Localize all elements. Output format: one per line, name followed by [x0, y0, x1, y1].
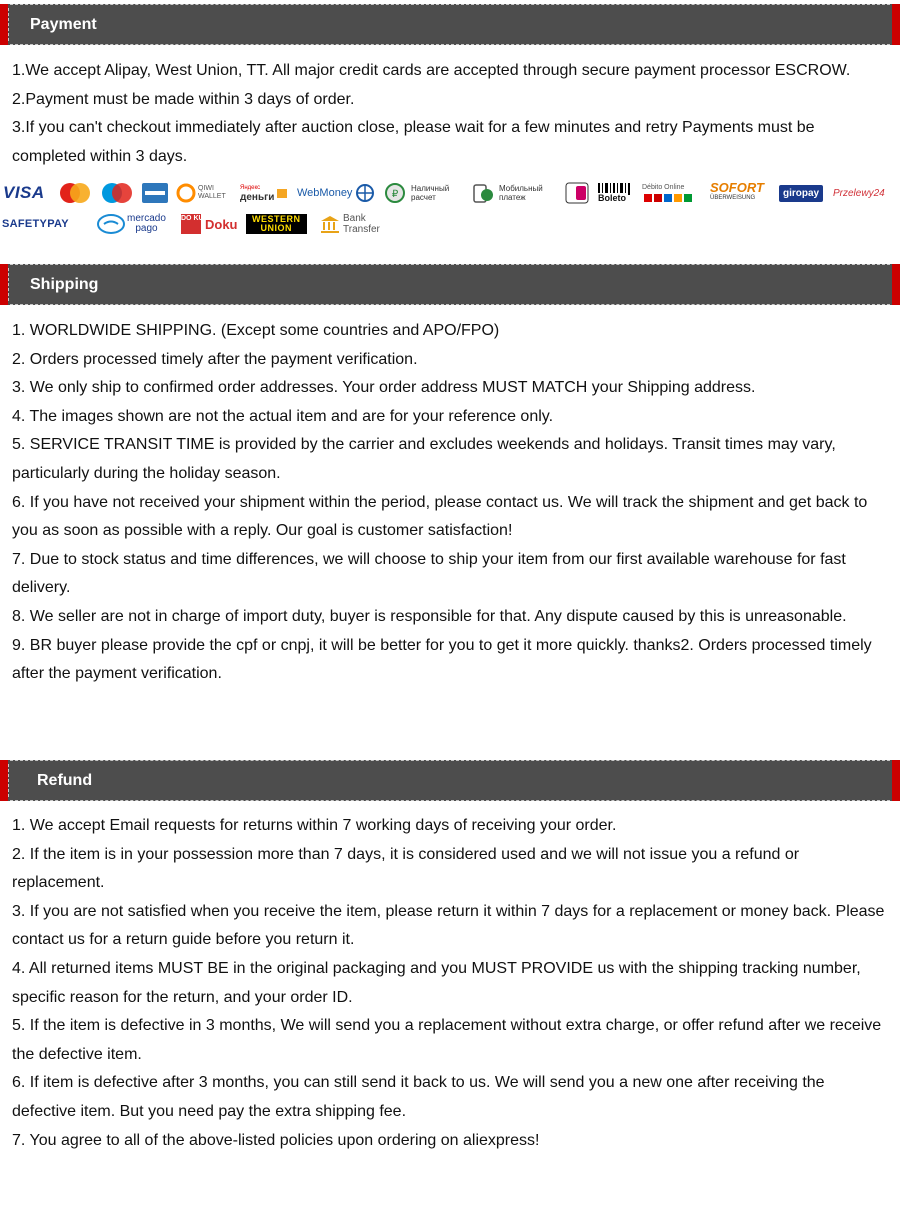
payment-logos-row-1	[0, 181, 900, 205]
payment-text	[12, 57, 892, 171]
payment-title: Payment	[30, 16, 97, 33]
amex-logo	[142, 181, 168, 205]
payment-header	[0, 4, 900, 45]
payment-line: 3.If you can't checkout immediately after auction close, please wait for a few minutes and retry Payments must be completed within 3 days.	[12, 119, 815, 165]
shipping-title: Shipping	[30, 276, 99, 293]
shipping-line: 8. We seller are not in charge of import duty, buyer is responsible for that. Any dispute caused by this is unreasonable.	[12, 607, 847, 625]
ideal-icon	[565, 182, 589, 204]
refund-header	[0, 760, 900, 801]
svg-text:₽: ₽	[391, 189, 399, 200]
cash-payment-logo: ₽ Наличный расчет	[382, 181, 449, 205]
refund-line: 7. You agree to all of the above-listed policies upon ordering on aliexpress!	[12, 1131, 540, 1149]
maestro-icon	[100, 182, 134, 204]
mastercard-icon	[58, 182, 92, 204]
header-left-accent	[0, 4, 8, 45]
shipping-line: 3. We only ship to confirmed order addresses. Your order address MUST MATCH your Shipping address.	[12, 379, 756, 397]
shipping-line: 4. The images shown are not the actual item and are for your reference only.	[12, 407, 554, 425]
sofort-logo: SOFORT ÜBERWEISUNG	[710, 180, 764, 201]
amex-icon	[142, 183, 168, 203]
qiwi-logo: QIWI WALLET	[176, 181, 226, 205]
globe-icon	[355, 183, 375, 203]
refund-line: 5. If the item is defective in 3 months, We will send you a replacement without extra charge, or offer refund after we receive the defective item.	[12, 1017, 882, 1063]
shipping-line: 7. Due to stock status and time differences, we will choose to ship your item from our first available warehouse for fast delivery.	[12, 550, 846, 597]
ideal-logo	[565, 181, 589, 205]
shipping-line: 9. BR buyer please provide the cpf or cnpj, it will be better for you to get it more quickly. thanks2. Orders processed timely after the payment verification.	[12, 636, 872, 683]
refund-line: 6. If item is defective after 3 months, you can still send it back to us. We will send you a new one after receiving the defective item. But you need pay the extra shipping fee.	[12, 1074, 825, 1120]
bank-icon	[320, 214, 340, 234]
handshake-icon	[97, 214, 125, 234]
visa-logo: VISA	[3, 183, 45, 202]
western-union-logo: WESTERN UNION	[246, 212, 307, 236]
refund-title: Refund	[37, 772, 93, 789]
shipping-line: 5. SERVICE TRANSIT TIME is provided by the carrier and excludes weekends and holidays. Transit times may vary, particularly during the holiday season.	[12, 436, 836, 482]
header-right-accent	[892, 760, 900, 801]
mobile-payment-logo: Мобильный платеж	[470, 181, 543, 205]
payment-line: 1.We accept Alipay, West Union, TT. All major credit cards are accepted through secure payment processor ESCROW.	[12, 62, 851, 79]
cash-icon	[382, 183, 408, 203]
mobile-icon	[470, 183, 496, 203]
qiwi-icon	[176, 183, 196, 203]
bank-transfer-logo: Bank Transfer	[320, 212, 380, 236]
mastercard-logo	[58, 181, 92, 205]
shipping-line: 6. If you have not received your shipment within the period, please contact us. We will track the shipment and get back to you as soon as possible with a reply. Our goal is customer satisfaction!	[12, 493, 868, 540]
boleto-label: Boleto	[598, 193, 626, 203]
header-left-accent	[0, 760, 8, 801]
refund-line: 3. If you are not satisfied when you receive the item, please return it within 7 days for a replacement or money back. Please contact us for a return guide before you return it.	[12, 902, 885, 949]
header-right-accent	[892, 4, 900, 45]
yandex-money-logo: Яндекс деньги	[240, 181, 288, 205]
bank-badges-icon	[642, 193, 694, 203]
shipping-line: 1. WORLDWIDE SHIPPING. (Except some countries and APO/FPO)	[12, 322, 500, 339]
giropay-logo: giropay	[779, 181, 823, 205]
refund-line: 4. All returned items MUST BE in the original packaging and you MUST PROVIDE us with the shipping tracking number, specific reason for the return, and your order ID.	[12, 959, 861, 1006]
doku-logo: DO KU Doku	[181, 212, 238, 236]
webmoney-logo: WebMoney	[297, 181, 375, 205]
mercadopago-logo: mercado pago	[97, 212, 166, 236]
yandex-wallet-icon	[276, 186, 288, 200]
przelewy24-logo: Przelewy24	[833, 187, 885, 199]
header-left-accent	[0, 264, 8, 305]
shipping-text	[12, 317, 892, 689]
maestro-logo	[100, 181, 134, 205]
refund-line: 1. We accept Email requests for returns within 7 working days of receiving your order.	[12, 817, 617, 834]
shipping-header	[0, 264, 900, 305]
safetypay-logo: SAFETYPAY	[2, 218, 69, 230]
shipping-line: 2. Orders processed timely after the payment verification.	[12, 350, 418, 368]
payment-line: 2.Payment must be made within 3 days of order.	[12, 90, 355, 108]
header-right-accent	[892, 264, 900, 305]
refund-text	[12, 812, 892, 1155]
debito-online-logo: Débito Online	[642, 181, 694, 205]
refund-line: 2. If the item is in your possession more than 7 days, it is considered used and we will not issue you a refund or replacement.	[12, 845, 800, 892]
payment-logos-row-2	[0, 212, 900, 236]
